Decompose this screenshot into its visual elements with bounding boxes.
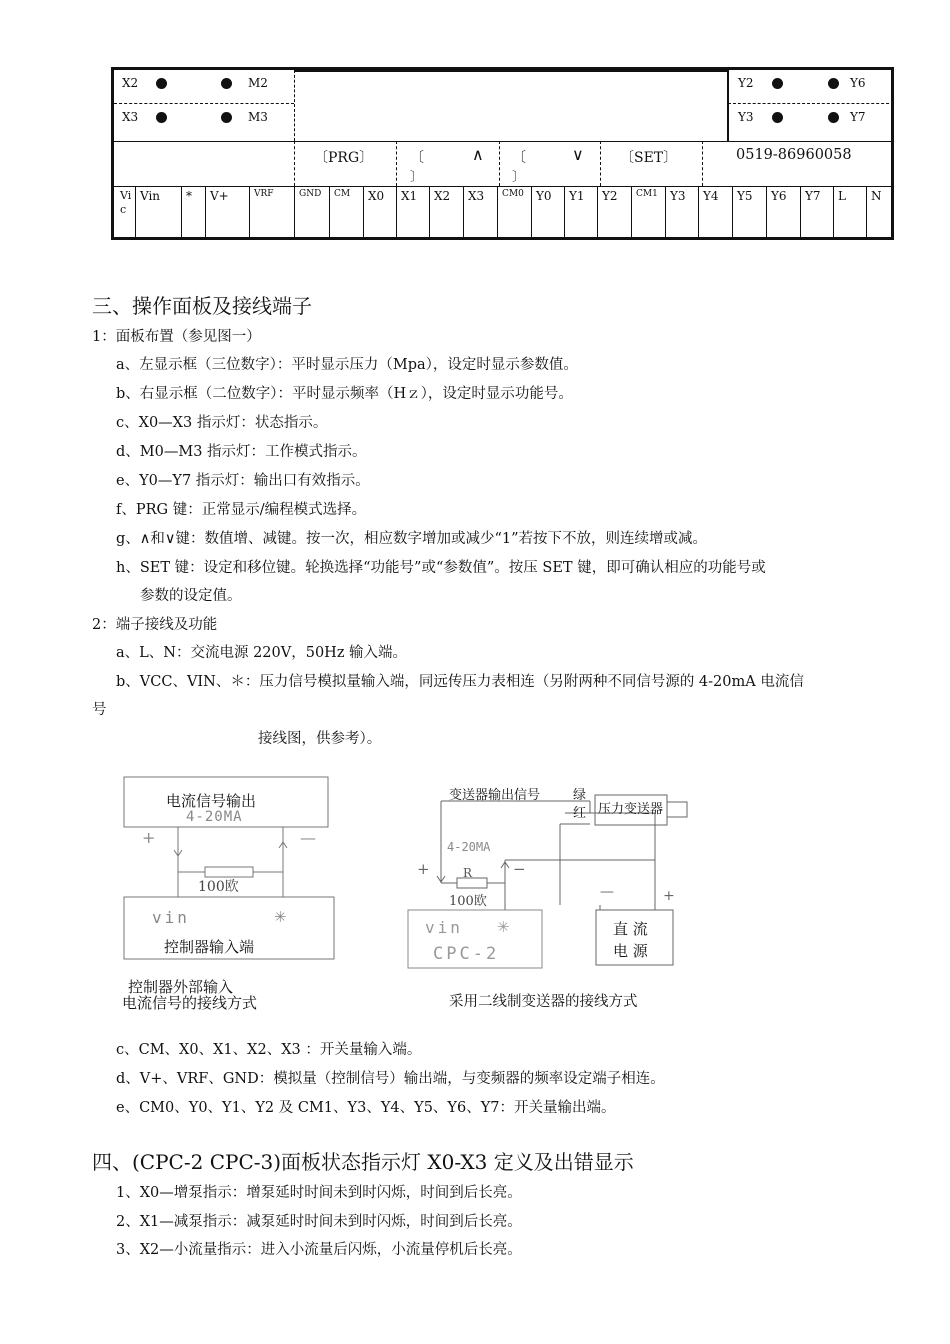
panel-layout-title: 1：面板布置（参见图一）	[92, 329, 261, 345]
item-e: e、Y0—Y7 指示灯：输出口有效指示。	[116, 473, 370, 489]
current-output-label: 电流信号输出	[166, 792, 257, 810]
x3-led-icon	[156, 112, 167, 123]
indicator-x2: 3、X2—小流量指示：进入小流量后闪烁，小流量停机后长亮。	[116, 1242, 522, 1258]
down-key-close: 〕	[512, 170, 526, 185]
section3-heading: 三、操作面板及接线端子	[92, 294, 312, 318]
item-e2: e、CM0、Y0、Y1、Y2 及 CM1、Y3、Y4、Y5、Y6、Y7：开关量输出端。	[116, 1100, 616, 1116]
y3-led-icon	[772, 112, 783, 123]
terminal-y0: Y0	[532, 187, 565, 238]
controller-input-label: 控制器输入端	[164, 938, 255, 956]
green-wire-label: 绿	[573, 788, 587, 803]
x3-label: X3	[122, 110, 139, 124]
item-c: c、X0—X3 指示灯：状态指示。	[116, 415, 328, 431]
item-b2-line2: 号	[92, 702, 107, 718]
red-wire-label: 红	[573, 806, 587, 821]
transmitter-output-signal-label: 变送器输出信号	[449, 788, 541, 803]
y2-led-icon	[772, 78, 783, 89]
set-key[interactable]: 〔SET〕	[620, 150, 678, 166]
m3-led-icon	[221, 112, 232, 123]
item-b: b、右显示框（二位数字）：平时显示频率（Hｚ），设定时显示功能号。	[116, 386, 573, 402]
current-range-label: 4-20MA	[186, 809, 243, 825]
terminal-y1: Y1	[565, 187, 598, 238]
terminal-vin: Vin	[136, 187, 182, 238]
y6-led-icon	[828, 78, 839, 89]
m3-label: M3	[248, 110, 268, 124]
y6-label: Y6	[850, 76, 866, 90]
terminal-x1: X1	[397, 187, 430, 238]
y2-label: Y2	[738, 76, 754, 90]
terminal-n: N	[871, 189, 882, 203]
terminal-y7: Y7	[801, 187, 834, 238]
terminal-y2: Y2	[598, 187, 632, 238]
dc-power-label-line1: 直 流	[613, 920, 648, 938]
terminal-x3: X3	[464, 187, 498, 238]
terminal-y5: Y5	[733, 187, 767, 238]
terminal-y6: Y6	[767, 187, 801, 238]
diagram1-caption-line1: 控制器外部输入	[128, 978, 234, 996]
terminal-cm: CM	[330, 187, 364, 238]
dc-plus-label: +	[663, 888, 675, 904]
current-range-label-2: 4-20MA	[447, 840, 491, 854]
down-arrow-key[interactable]: ∨	[572, 145, 584, 164]
phone-number: 0519-86960058	[736, 147, 852, 163]
terminal-y3: Y3	[666, 187, 699, 238]
y7-label: Y7	[850, 110, 866, 124]
item-d2: d、V+、VRF、GND：模拟量（控制信号）输出端，与变频器的频率设定端子相连。	[116, 1071, 665, 1087]
minus-label-2: −	[513, 860, 526, 878]
x2-label: X2	[122, 76, 139, 90]
down-key-open: 〔	[512, 150, 526, 166]
resistor-label: 100欧	[198, 879, 239, 895]
up-key-close: 〕	[410, 170, 424, 185]
item-d: d、M0—M3 指示灯：工作模式指示。	[116, 444, 367, 460]
up-key-open: 〔	[410, 150, 424, 166]
item-c2: c、CM、X0、X1、X2、X3 ：开关量输入端。	[116, 1042, 422, 1058]
terminal-gnd: GND	[295, 187, 330, 238]
terminal-l: L	[834, 187, 867, 238]
terminal-v: V+	[206, 187, 250, 238]
m2-led-icon	[221, 78, 232, 89]
pressure-transmitter-label: 压力变送器	[598, 802, 664, 817]
two-wire-transmitter-diagram	[405, 780, 705, 1010]
y3-label: Y3	[738, 110, 754, 124]
vin-label: vin	[152, 908, 190, 927]
item-b2-line1: b、VCC、VIN、＊：压力信号模拟量输入端，同远传压力表相连（另附两种不同信号源的 4-20mA 电流信	[116, 674, 804, 690]
minus-label: —	[300, 828, 316, 847]
diagram1-caption-line2: 电流信号的接线方式	[122, 994, 258, 1012]
star-label: ✳	[274, 908, 287, 926]
item-b2-line3: 接线图，供参考）。	[258, 731, 382, 747]
diagram2-caption: 采用二线制变送器的接线方式	[449, 994, 638, 1010]
terminal-wiring-title: 2：端子接线及功能	[92, 617, 218, 633]
resistor-label-2: 100欧	[449, 894, 487, 909]
controller-model-label: CPC-2	[433, 944, 500, 964]
front-panel-diagram	[111, 67, 894, 240]
y7-led-icon	[828, 112, 839, 123]
dc-power-label-line2: 电 源	[613, 942, 648, 960]
x2-led-icon	[156, 78, 167, 89]
item-a2: a、L、N：交流电源 220V，50Hz 输入端。	[116, 645, 408, 661]
star-label-2: ✳	[497, 918, 510, 936]
terminal-row	[114, 187, 891, 238]
terminal-y4: Y4	[699, 187, 733, 238]
resistor-r-label: R	[463, 866, 473, 880]
item-h-line1: h、SET 键：设定和移位键。轮换选择“功能号”或“参数值”。按压 SET 键，即可确认相应的功能号或	[116, 560, 766, 576]
item-g: g、∧和∨键：数值增、减键。按一次，相应数字增加或减少“1”若按下不放，则连续增或减。	[116, 531, 708, 547]
item-f: f、PRG 键：正常显示/编程模式选择。	[116, 502, 367, 518]
prg-key[interactable]: 〔PRG〕	[314, 150, 374, 166]
plus-label-2: +	[417, 860, 430, 878]
indicator-x0: 1、X0—增泵指示：增泵延时时间未到时闪烁，时间到后长亮。	[116, 1185, 522, 1201]
terminal-x2: X2	[430, 187, 464, 238]
terminal-vic: Vic	[114, 187, 136, 238]
current-output-wiring-diagram	[118, 772, 338, 1012]
up-arrow-key[interactable]: ∧	[472, 145, 484, 164]
dc-minus-label: —	[600, 884, 614, 900]
terminal-: *	[182, 187, 206, 238]
indicator-x1: 2、X1—减泵指示：减泵延时时间未到时闪烁，时间到后长亮。	[116, 1214, 522, 1230]
m2-label: M2	[248, 76, 268, 90]
item-a: a、左显示框（三位数字）：平时显示压力（Mpa），设定时显示参数值。	[116, 357, 578, 373]
terminal-cm1: CM1	[632, 187, 666, 238]
terminal-vrf: VRF	[250, 187, 295, 238]
plus-label: +	[142, 828, 156, 847]
terminal-cm0: CM0	[498, 187, 532, 238]
item-h-line2: 参数的设定值。	[140, 588, 242, 604]
terminal-x0: X0	[364, 187, 397, 238]
vin-label-2: vin	[425, 918, 463, 937]
section4-heading: 四、(CPC-2 CPC-3)面板状态指示灯 X0-X3 定义及出错显示	[92, 1150, 634, 1174]
